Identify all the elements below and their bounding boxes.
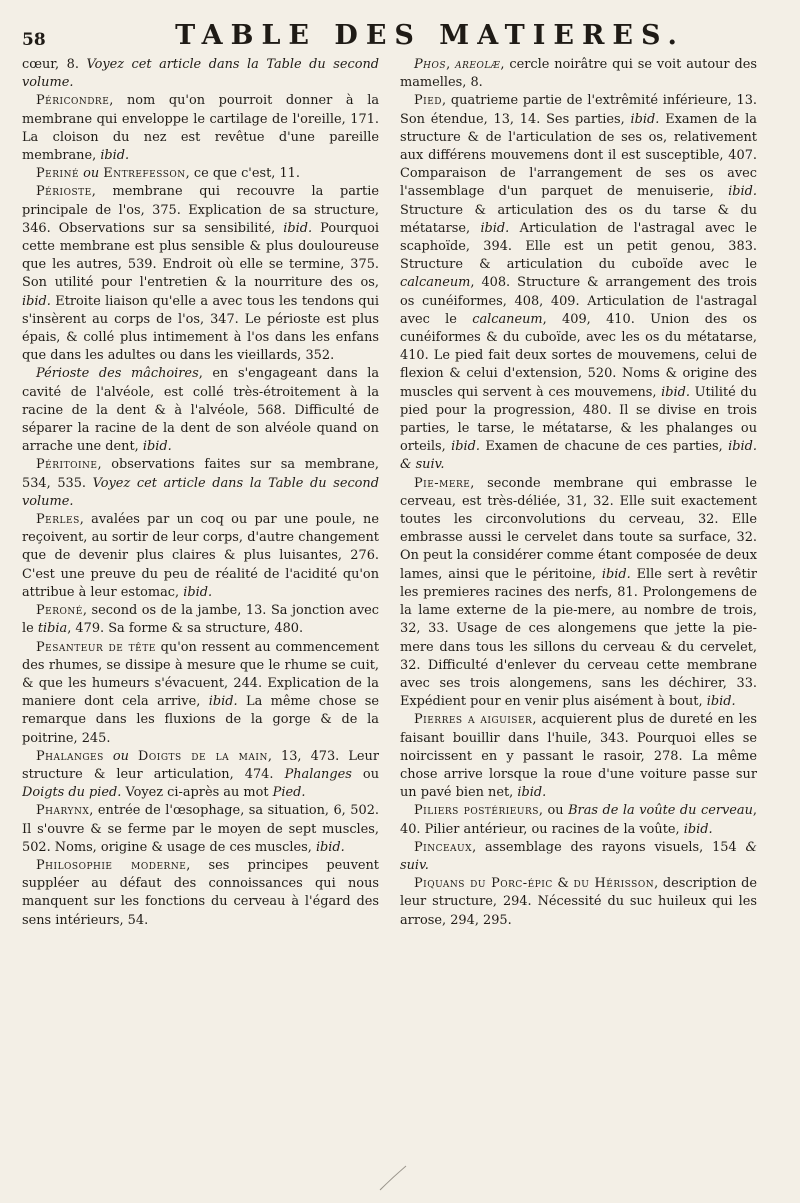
entry-text: ibid. [283,220,313,236]
entry-headword: Péritoine [36,457,98,473]
ink-smear-mark [372,1160,412,1200]
entry-text: , 408. Structure & arrangement des trois os cunéiformes, 408, 409. Articulation de l'astragal avec le [400,275,757,327]
entry-text: ibid. [100,148,130,164]
entry-text: ibid. [22,293,51,309]
entry-text: ibid. [601,566,631,582]
index-entry [400,475,757,712]
entry-text: ibid. [480,220,510,236]
entry-text: Etroite liaison qu'elle a avec tous les tendons qui s'insèrent au corps de l'os, 347. Le périoste est plus épais, & collé plus intimement à l'os dans les enfans que dans les adultes ou dans les vieillards, 352. [22,293,379,364]
entry-text: ou [351,766,379,782]
entry-text: , avalées par un coq ou par une poule, ne reçoivent, au sortir de leur corps, d'autre changement que de devenir plus claires & plus luisantes, 276. C'est une preuve du peu de réalité de l'acidité qu'on attribue à leur estomac, [22,512,379,600]
index-entry [22,365,379,456]
entry-text: ibid. [661,384,690,400]
entry-text: , membrane qui recouvre la partie principale de l'os, 375. Explication de sa structure, 346. Observations sur sa sensibilité, [22,184,379,236]
entry-headword: Pharynx [36,803,90,819]
entry-text: , description de leur structure, 294. Nécessité du suc huileux qui les arrose, 294, 295. [400,876,757,928]
entry-headword: Philosophie moderne [36,857,187,873]
index-entry [400,92,757,474]
entry-text: ou [79,166,104,182]
entry-text: Voyez cet article dans la Table du second volume. [22,57,379,91]
entry-headword: Phalanges [36,748,104,764]
entry-headword: Pie-mere [414,475,471,491]
index-entry [22,802,379,857]
entry-text: ibid. [183,584,213,600]
index-entry [22,511,379,602]
entry-text: qu'on ressent au commencement des rhumes, se dissipe à mesure que le rhume se cuit, & que les humeurs s'évacuent, 244. Explication de la maniere dont cela arrive, [22,639,379,710]
entry-text: , observations faites sur sa membrane, 534, 535. [22,457,379,491]
entry-headword: Peroné [36,603,83,619]
entry-text: Voyez cet article dans la Table du second volume. [22,475,379,509]
entry-text: Elle sert à revêtir les premieres racines des nerfs, 81. Prolongemens de la lame externe de la pie-mere, au nombre de trois, 32, 33. Usage de ces alongemens que jette la pie-mere dans tous les sillons du cerveau & du cervelet, 32. Difficulté d'enlever du cerveau cette membrane avec ses trois alongemens, sans les déchirer, 33. Expédient pour en venir plus aisément à bout, [400,566,757,710]
entry-text: ibid. [451,439,480,455]
entry-text: , cercle noirâtre qui se voit autour des mamelles, 8. [400,57,757,91]
entry-text: , assemblage des rayons visuels, 154 [472,839,746,855]
entry-headword: Perles [36,512,80,528]
entry-text: ibid. [728,184,757,200]
entry-text: , 13, 473. Leur structure & leur articulation, 474. [22,748,379,782]
entry-text: tibia [37,621,68,637]
entry-text: , acquierent plus de dureté en les faisant bouillir dans l'huile, 343. Pourquoi elles se noircissent en y passant le rasoir, 278. La même chose arrive lorsque la roue d'une voiture passe sur un pavé bien net, [400,712,757,801]
entry-text: Périoste des mâchoires [36,366,199,382]
running-title: TABLE DES MATIERES. [175,20,685,51]
entry-text: Utilité du pied pour la progression, 480. Il se divise en trois parties, le tarse, le métatarse, & les phalanges ou orteils, [400,384,757,455]
entry-headword: du Hérisson [573,876,655,892]
entry-text: , ce que c'est, 11. [185,166,300,182]
index-entry [400,711,757,802]
entry-headword: Piquans du Porc-épic [414,876,553,892]
entry-text: , entrée de l'œsophage, sa situation, 6, 502. Il s'ouvre & se ferme par le moyen de sept muscles, 502. Noms, origine & usage de ces muscles, [22,803,379,855]
page-number: 58 [22,30,46,50]
index-entry [22,748,379,803]
entry-headword: Périoste [36,184,92,200]
entry-headword: Pesanteur de tête [36,639,156,655]
entry-text: & suiv. [400,839,757,873]
entry-text: Examen de la structure & de l'articulation de ses os, relativement aux différens mouvemens dont il est susceptible, 407. Comparaison de l'arrangement de ses os avec l'assemblage d'un parquet de menuiserie, [400,111,757,200]
entry-headword: areolæ [455,57,501,72]
right-column [400,56,757,1176]
index-entry [22,92,379,165]
index-entry [22,56,379,92]
entry-text: Voyez ci-après au mot [121,785,273,801]
entry-text: , nom qu'on pourroit donner à la membrane qui enveloppe le cartilage de l'oreille, 171. La cloison du nez est revêtue d'une pareille membrane, [22,93,379,164]
entry-text: Bras de la voûte du cerveau [568,803,753,819]
entry-text: & [552,876,574,892]
entry-headword: Piliers postérieurs [414,803,539,819]
entry-text: Pied. [272,785,306,801]
entry-text: Examen de chacune de ces parties, [479,439,729,455]
index-entry [400,56,757,92]
entry-text: ibid. [630,111,660,127]
index-entry [22,165,379,183]
entry-text: calcaneum [400,275,471,291]
entry-text: , second os de la jambe, 13. Sa jonction avec le [22,603,379,637]
left-column [22,56,379,1176]
entry-text: ibid. [142,439,172,455]
entry-headword: Phos [414,57,447,72]
index-entry [22,857,379,930]
entry-text: , 479. Sa forme & sa structure, 480. [67,621,304,637]
entry-text: ibid. [517,785,547,801]
entry-headword: Entrefesson [103,166,186,182]
entry-headword: Pied [414,93,443,109]
entry-text: Phalanges [284,766,352,782]
entry-text: Structure & articulation des os du tarse & du métatarse, [400,202,757,236]
entry-text: , en s'engageant dans la cavité de l'alvéole, est collé très-étroitement à la racine de la dent & à l'alvéole, 568. Difficulté de séparer la racine de la dent de son alvéole quand on arrache une dent, [22,366,379,455]
entry-text: Doigts du pied. [22,785,122,801]
entry-text: ibid. & suiv. [400,439,757,473]
index-entry [400,875,757,930]
entry-text: La même chose se remarque dans les fluxions de la gorge & de la poitrine, 245. [22,694,379,746]
entry-headword: Pinceaux [414,839,473,855]
entry-text: , 40. Pilier antérieur, ou racines de la voûte, [400,803,757,837]
index-entry [22,602,379,638]
entry-text: , quatrieme partie de l'extrêmité inférieure, 13. Son étendue, 13, 14. Ses parties, [400,93,757,127]
index-entry [22,456,379,511]
entry-text: ibid. [315,839,345,855]
entry-text: , [446,57,456,72]
entry-text: cœur, 8. [22,57,87,72]
page-header [22,16,778,56]
entry-text: ibid. [706,694,736,710]
entry-headword: Periné [36,166,80,182]
entry-text: ou [103,748,139,764]
index-entry [22,639,379,748]
entry-text: calcaneum [472,311,543,327]
entry-text: Pourquoi cette membrane est plus sensible & plus douloureuse que les autres, 539. Endroit où elle se termine, 375. Son utilité pour l'entretien & la nourriture des os, [22,220,379,291]
entry-text: ibid. [683,821,713,837]
index-entry [400,802,757,838]
entry-text: , 409, 410. Union des os cunéiformes & du cuboïde, avec les os du métatarse, 410. Le pied fait deux sortes de mouvemens, celui de flexion & celui d'extension, 520. Noms & origine des muscles qui servent à ces mouvemens, [400,311,757,400]
index-entry [22,183,379,365]
entry-headword: Doigts de la main [138,748,268,764]
entry-text: , seconde membrane qui embrasse le cerveau, est très-déliée, 31, 32. Elle suit exactement toutes les circonvolutions du cerveau, 32. Elle embrasse aussi le cervelet dans toute sa surface, 32. On peut la considérer comme étant composée de deux lames, ainsi que le péritoine, [400,475,757,582]
entry-text: Articulation de l'astragal avec le scaphoïde, 394. Elle est un petit genou, 383. Structure & articulation du cuboïde avec le [400,220,757,273]
entry-text: , ses principes peuvent suppléer au défaut des connoissances qui nous manquent sur les fonctions du cerveau à l'égard des sens intérieurs, 54. [22,857,379,928]
entry-headword: Péricondre [36,93,110,109]
index-entry [400,839,757,875]
entry-text: , ou [538,803,569,819]
entry-text: ibid. [208,694,238,710]
entry-headword: Pierres a aiguiser [414,712,533,728]
